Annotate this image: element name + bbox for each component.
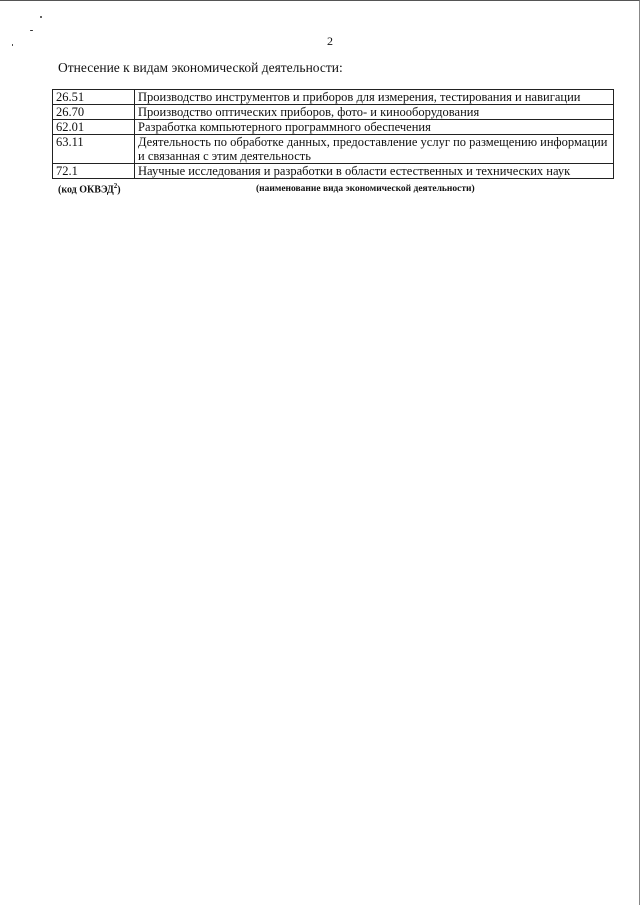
table-row — [53, 105, 614, 120]
section-heading: Отнесение к видам экономической деятельности: — [58, 60, 343, 75]
scan-speck — [40, 16, 42, 18]
activity-name: Производство инструментов и приборов для измерения, тестирования и навигации — [135, 90, 614, 105]
scan-speck — [30, 30, 33, 31]
okved-code: 63.11 — [53, 135, 135, 164]
okved-code: 26.51 — [53, 90, 135, 105]
name-caption: (наименование вида экономической деятельности) — [256, 184, 475, 194]
activities-table — [52, 89, 614, 179]
activity-name: Деятельность по обработке данных, предоставление услуг по размещению информации и связанная с этим деятельность — [135, 135, 614, 164]
footnote-marker: 2 — [113, 182, 118, 190]
page-number: 2 — [327, 34, 333, 48]
okved-code: 62.01 — [53, 120, 135, 135]
code-caption-end: ) — [117, 184, 121, 196]
activity-name: Научные исследования и разработки в области естественных и технических наук — [135, 164, 614, 179]
table-row — [53, 164, 614, 179]
okved-code: 72.1 — [53, 164, 135, 179]
activity-name: Производство оптических приборов, фото- и кинооборудования — [135, 105, 614, 120]
table-row — [53, 135, 614, 164]
activity-name: Разработка компьютерного программного обеспечения — [135, 120, 614, 135]
okved-code: 26.70 — [53, 105, 135, 120]
table-row — [53, 90, 614, 105]
table-row — [53, 120, 614, 135]
code-caption-text: (код ОКВЭД — [58, 184, 114, 196]
code-caption — [58, 182, 121, 195]
